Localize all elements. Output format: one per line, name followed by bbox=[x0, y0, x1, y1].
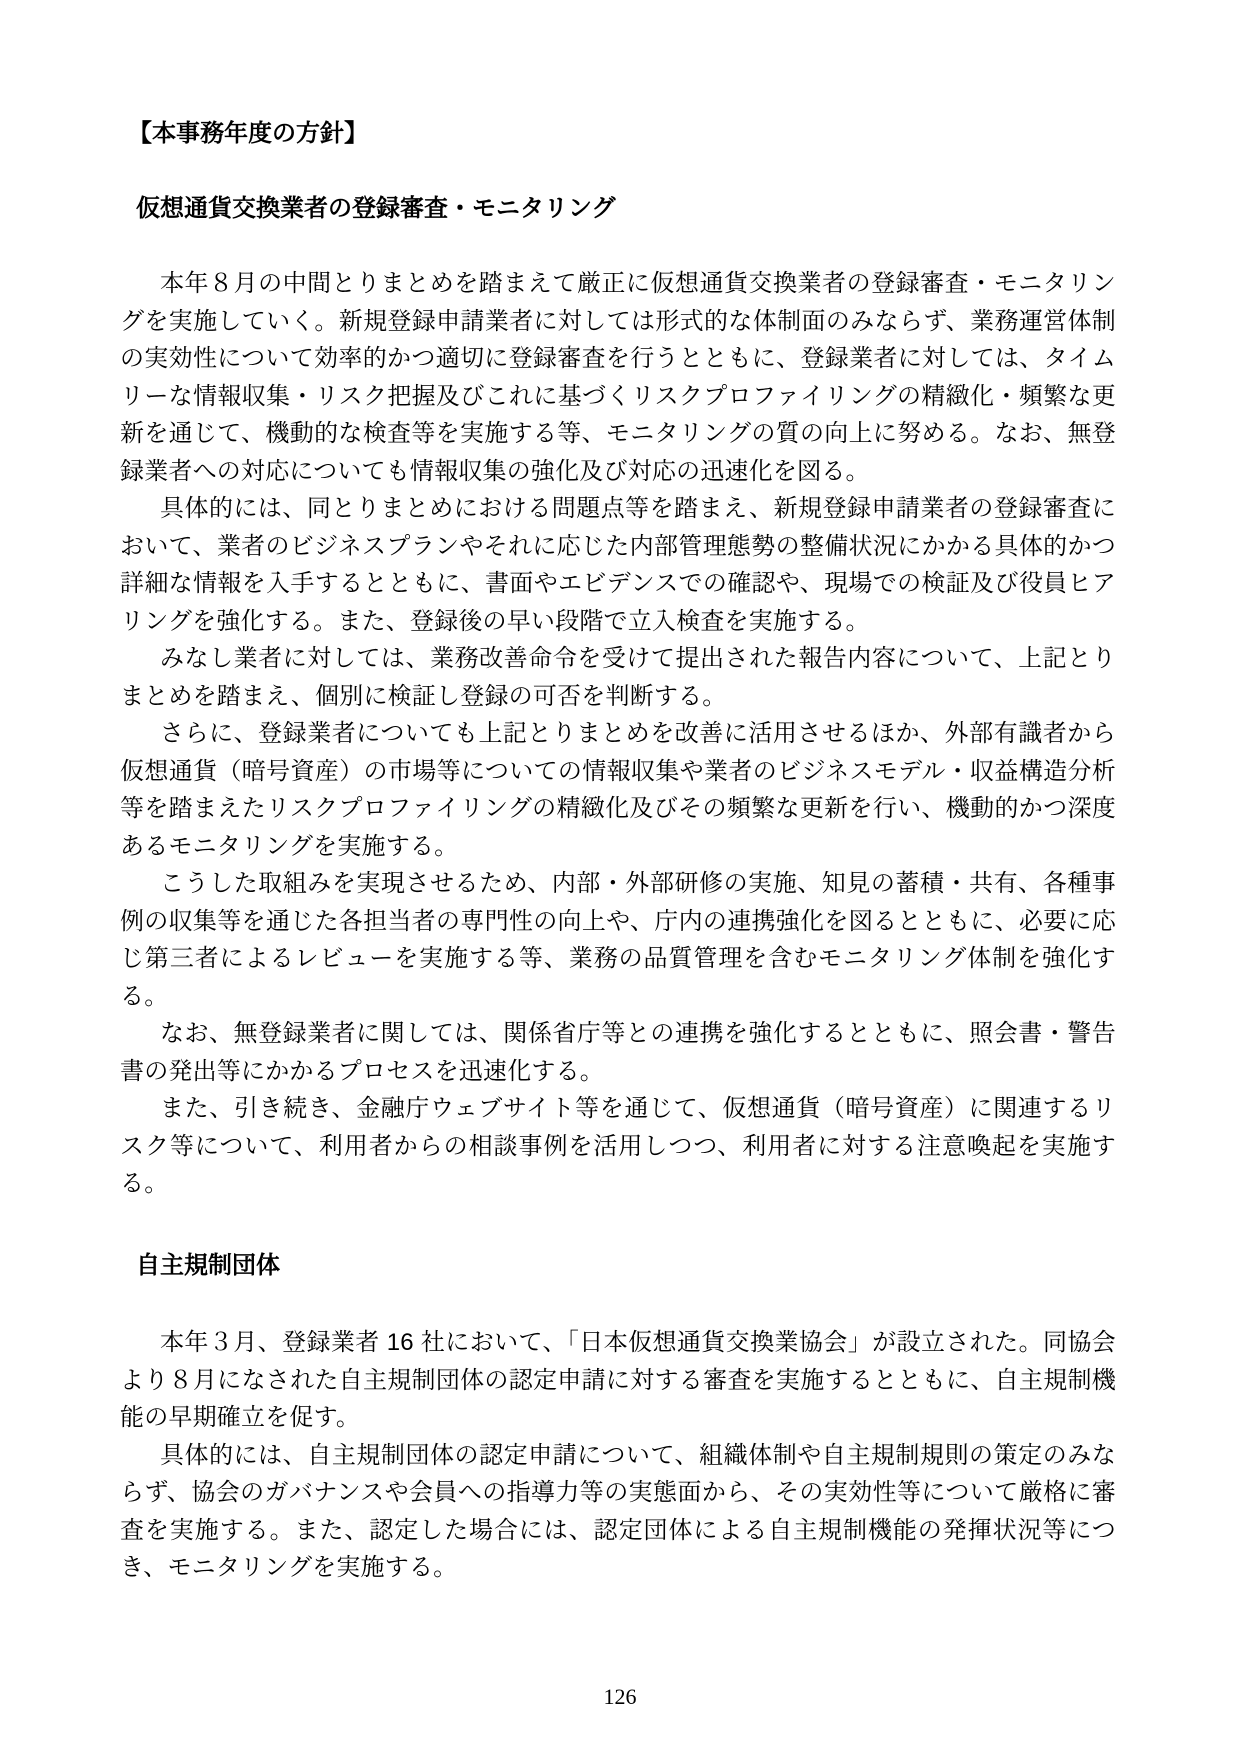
section-heading: 自主規制団体 bbox=[136, 1251, 280, 1279]
page-number: 126 bbox=[603, 1684, 637, 1709]
body-paragraph: 具体的には、自主規制団体の認定申請について、組織体制や自主規制規則の策定のみならず、協会のガバナンスや会員への指導力等の実態面から、その実効性等について厳格に審査を実施する。また、認定した場合には、認定団体による自主規制機能の発揮状況等につき、モニタリングを実施する。 bbox=[120, 1441, 1116, 1581]
body-paragraph: こうした取組みを実現させるため、内部・外部研修の実施、知見の蓄積・共有、各種事例の収集等を通じた各担当者の専門性の向上や、庁内の連携強化を図るとともに、必要に応じ第三者によるレビューを実施する等、業務の品質管理を含むモニタリング体制を強化する。 bbox=[120, 870, 1116, 1010]
document-title: 【本事務年度の方針】 bbox=[128, 120, 368, 147]
body-paragraph: 具体的には、同とりまとめにおける問題点等を踏まえ、新規登録申請業者の登録審査において、業者のビジネスプランやそれに応じた内部管理態勢の整備状況にかかる具体的かつ詳細な情報を入手するとともに、書面やエビデンスでの確認や、現場での検証及び役員ヒアリングを強化する。また、登録後の早い段階で立入検査を実施する。 bbox=[120, 495, 1116, 635]
section-self-regulatory-organization bbox=[120, 1247, 1116, 1587]
body-paragraph: 本年３月、登録業者 16 社において、「日本仮想通貨交換業協会」が設立された。同協会より８月になされた自主規制団体の認定申請に対する審査を実施するとともに、自主規制機能の早期確立を促す。 bbox=[120, 1329, 1116, 1431]
body-paragraph: さらに、登録業者についても上記とりまとめを改善に活用させるほか、外部有識者から仮想通貨（暗号資産）の市場等についての情報収集や業者のビジネスモデル・収益構造分析等を踏まえたリスクプロファイリングの精緻化及びその頻繁な更新を行い、機動的かつ深度あるモニタリングを実施する。 bbox=[120, 720, 1116, 860]
body-paragraph: なお、無登録業者に関しては、関係省庁等との連携を強化するとともに、照会書・警告書の発出等にかかるプロセスを迅速化する。 bbox=[120, 1020, 1116, 1085]
document-content bbox=[120, 0, 1116, 1587]
body-paragraph: 本年８月の中間とりまとめを踏まえて厳正に仮想通貨交換業者の登録審査・モニタリングを実施していく。新規登録申請業者に対しては形式的な体制面のみならず、業務運営体制の実効性について効率的かつ適切に登録審査を行うとともに、登録業者に対しては、タイムリーな情報収集・リスク把握及びこれに基づくリスクプロファイリングの精緻化・頻繁な更新を通じて、機動的な検査等を実施する等、モニタリングの質の向上に努める。なお、無登録業者への対応についても情報収集の強化及び対応の迅速化を図る。 bbox=[120, 270, 1116, 485]
section-heading: 仮想通貨交換業者の登録審査・モニタリング bbox=[136, 195, 616, 222]
section-registration-review-monitoring bbox=[120, 190, 1116, 1203]
body-paragraph: また、引き続き、金融庁ウェブサイト等を通じて、仮想通貨（暗号資産）に関連するリスク等について、利用者からの相談事例を活用しつつ、利用者に対する注意喚起を実施する。 bbox=[120, 1095, 1116, 1197]
body-paragraph: みなし業者に対しては、業務改善命令を受けて提出された報告内容について、上記とりまとめを踏まえ、個別に検証し登録の可否を判断する。 bbox=[120, 645, 1116, 710]
